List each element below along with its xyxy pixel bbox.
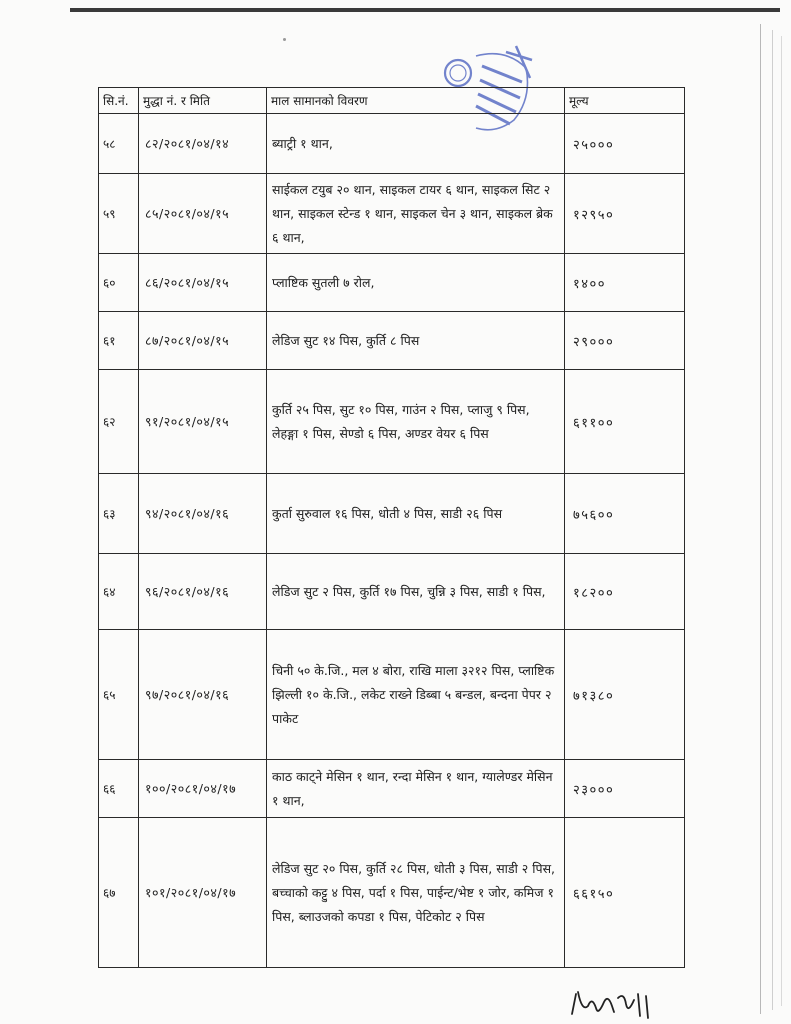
cell-serial: ५८ <box>99 114 139 174</box>
cell-description: लेडिज सुट १४ पिस, कुर्ति ८ पिस <box>267 312 565 370</box>
table-row <box>99 254 685 312</box>
cell-description: काठ काट्ने मेसिन १ थान, रन्दा मेसिन १ थान, ग्यालेण्डर मेसिन १ थान, <box>267 760 565 818</box>
cell-case: १००/२०८१/०४/१७ <box>139 760 267 818</box>
handwritten-signature <box>568 988 658 1022</box>
page-edge-line <box>760 24 761 1014</box>
page-edge-line <box>772 30 773 1010</box>
cell-case: ८६/२०८१/०४/१५ <box>139 254 267 312</box>
scan-speck <box>283 38 286 41</box>
cell-description: ब्याट्री १ थान, <box>267 114 565 174</box>
cell-case: ८२/२०८१/०४/१४ <box>139 114 267 174</box>
cell-serial: ६३ <box>99 474 139 554</box>
cell-price: ७५६०० <box>565 474 685 554</box>
scan-edge-top <box>70 8 780 12</box>
cell-price: १८२०० <box>565 554 685 630</box>
cell-case: ९६/२०८१/०४/१६ <box>139 554 267 630</box>
table-row <box>99 818 685 968</box>
table-row <box>99 474 685 554</box>
cell-case: ८५/२०८१/०४/१५ <box>139 174 267 254</box>
cell-price: १४०० <box>565 254 685 312</box>
cell-price: ६६१५० <box>565 818 685 968</box>
cell-price: ६११०० <box>565 370 685 474</box>
cell-case: ९७/२०८१/०४/१६ <box>139 630 267 760</box>
header-description: माल सामानको विवरण <box>267 88 565 114</box>
cell-price: २९००० <box>565 312 685 370</box>
header-serial: सि.नं. <box>99 88 139 114</box>
cell-price: २३००० <box>565 760 685 818</box>
table-row <box>99 630 685 760</box>
cell-description: प्लाष्टिक सुतली ७ रोल, <box>267 254 565 312</box>
cell-serial: ६४ <box>99 554 139 630</box>
page-edge-line <box>781 36 782 1006</box>
cell-serial: ६० <box>99 254 139 312</box>
cell-description: लेडिज सुट २ पिस, कुर्ति १७ पिस, चुन्नि ३ पिस, साडी १ पिस, <box>267 554 565 630</box>
cell-description: कुर्ता सुरुवाल १६ पिस, धोती ४ पिस, साडी २६ पिस <box>267 474 565 554</box>
table-row <box>99 554 685 630</box>
cell-case: ९१/२०८१/०४/१५ <box>139 370 267 474</box>
cell-serial: ६६ <box>99 760 139 818</box>
cell-serial: ६२ <box>99 370 139 474</box>
cell-description: चिनी ५० के.जि., मल ४ बोरा, राखि माला ३२१२ पिस, प्लाष्टिक झिल्ली १० के.जि., लकेट राख्ने डिब्बा ५ बन्डल, बन्दना पेपर २ पाकेट <box>267 630 565 760</box>
table-row <box>99 760 685 818</box>
table-row <box>99 312 685 370</box>
cell-serial: ६७ <box>99 818 139 968</box>
cell-serial: ६१ <box>99 312 139 370</box>
cell-case: ८७/२०८१/०४/१५ <box>139 312 267 370</box>
table-row <box>99 370 685 474</box>
cell-case: ९४/२०८१/०४/१६ <box>139 474 267 554</box>
cell-price: २५००० <box>565 114 685 174</box>
table-row <box>99 174 685 254</box>
cell-description: कुर्ति २५ पिस, सुट १० पिस, गाउंन २ पिस, प्लाजु ९ पिस, लेहङ्गा १ पिस, सेण्डो ६ पिस, अण्डर वेयर ६ पिस <box>267 370 565 474</box>
goods-table <box>98 87 685 968</box>
header-case: मुद्धा नं. र मिति <box>139 88 267 114</box>
cell-description: साईकल टयुब २० थान, साइकल टायर ६ थान, साइकल सिट २ थान, साइकल स्टेन्ड १ थान, साइकल चेन ३ थान, साइकल ब्रेक ६ थान, <box>267 174 565 254</box>
table-row <box>99 114 685 174</box>
header-price: मूल्य <box>565 88 685 114</box>
table-header-row <box>99 88 685 114</box>
cell-price: ७१३८० <box>565 630 685 760</box>
cell-case: १०१/२०८१/०४/१७ <box>139 818 267 968</box>
cell-serial: ५९ <box>99 174 139 254</box>
cell-serial: ६५ <box>99 630 139 760</box>
cell-price: १२९५० <box>565 174 685 254</box>
cell-description: लेडिज सुट २० पिस, कुर्ति २८ पिस, धोती ३ पिस, साडी २ पिस, बच्चाको कट्टु ४ पिस, पर्दा १ पिस, पाईन्ट/भेष्ट १ जोर, कमिज १ पिस, ब्लाउजको कपडा १ पिस, पेटिकोट २ पिस <box>267 818 565 968</box>
